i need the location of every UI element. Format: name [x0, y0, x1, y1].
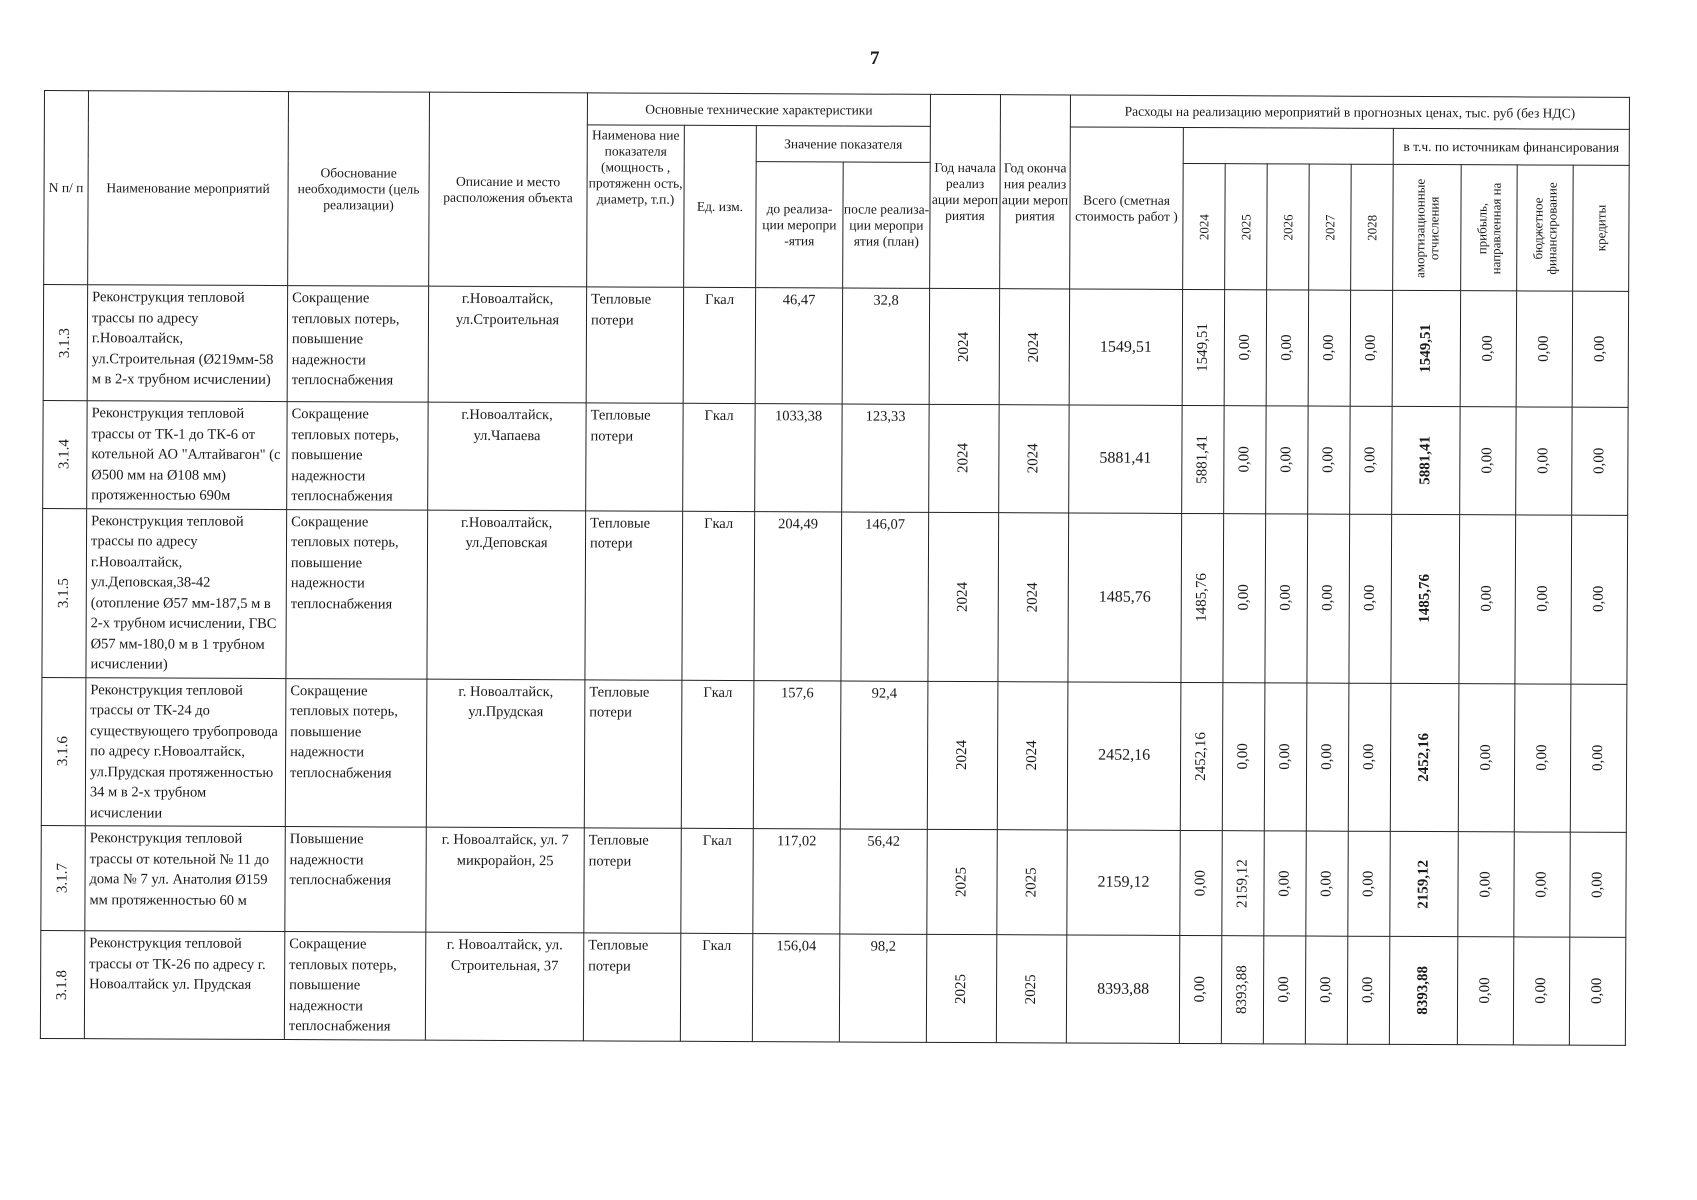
measure-reason: Сокращение тепловых потерь, повышение надежности теплоснабжения [285, 678, 427, 827]
measure-reason: Сокращение тепловых потерь, повышение надежности теплоснабжения [284, 932, 425, 1041]
indicator-name: Тепловые потери [584, 679, 682, 828]
cost-2026: 0,00 [1264, 682, 1307, 831]
row-number: 3.1.7 [41, 825, 85, 930]
measure-location: г. Новоалтайск, ул.Прудская [426, 679, 585, 828]
cost-2024: 2452,16 [1180, 682, 1223, 831]
header-source-profit: прибыль, направленная на [1461, 165, 1518, 291]
header-before: до реализа- ции меропри -ятия [756, 162, 844, 288]
header-source-budget: бюджетное финансирование [1517, 165, 1574, 291]
measure-reason: Сокращение тепловых потерь, повышение надежности теплоснабжения [287, 402, 428, 510]
measure-location: г.Новоалтайск, ул.Чапаева [428, 402, 586, 510]
header-sources: в т.ч. по источникам финансирования [1393, 128, 1629, 165]
cost-2028: 0,00 [1348, 683, 1391, 832]
source-profit: 0,00 [1458, 832, 1514, 937]
value-before: 156,04 [752, 934, 839, 1042]
value-before: 46,47 [755, 288, 843, 404]
header-name: Наименование мероприятий [88, 91, 289, 286]
indicator-name: Тепловые потери [586, 287, 684, 403]
measure-name: Реконструкция тепловой трассы по адресу г.Новоалтайск, ул.Деповская,38-42 (отопление Ø57 мм-187,5 м в 2-х трубном исчислении, ГВС Ø57 мм-180,0 м в 1 трубном исчислении) [86, 508, 287, 678]
cost-2026: 0,00 [1264, 831, 1306, 936]
cost-2028: 0,00 [1348, 831, 1390, 936]
indicator-unit: Гкал [681, 828, 753, 933]
header-source-amort: амортизационные отчисления [1393, 164, 1462, 290]
header-end-year: Год оконча ния реализ ации мероп риятия [1000, 95, 1071, 289]
cost-2025: 0,00 [1222, 682, 1265, 831]
cost-2025: 0,00 [1224, 406, 1266, 514]
indicator-unit: Гкал [681, 680, 754, 829]
header-year-2027: 2027 [1309, 164, 1352, 290]
measure-name: Реконструкция тепловой трассы от котельной № 11 до дома № 7 ул. Анатолия Ø159 мм протяженностью 60 м [85, 826, 285, 932]
source-credit: 0,00 [1570, 684, 1627, 833]
value-after: 56,42 [840, 829, 927, 934]
measure-name: Реконструкция тепловой трассы от ТК-24 до существующего трубопровода по адресу г.Новоалтайск, ул.Прудская протяженностью 34 м в 2-х трубном исчислении [85, 677, 286, 826]
value-before: 1033,38 [755, 404, 842, 512]
header-costs: Расходы на реализацию мероприятий в прогнозных ценах, тыс. руб (без НДС) [1070, 95, 1629, 129]
indicator-unit: Гкал [683, 287, 756, 403]
table-row [41, 825, 1626, 937]
header-start-year: Год начала реализ ации мероп риятия [930, 94, 1001, 288]
measure-location: г.Новоалтайск, ул.Деповская [427, 510, 586, 680]
cost-2027: 0,00 [1305, 936, 1347, 1044]
cost-2028: 0,00 [1350, 406, 1392, 514]
cost-2024: 0,00 [1180, 830, 1222, 935]
table-header [44, 91, 1630, 292]
header-year-2024: 2024 [1183, 163, 1226, 289]
cost-2027: 0,00 [1306, 683, 1349, 832]
value-after: 123,33 [842, 404, 929, 512]
table-row [40, 930, 1625, 1045]
measure-name: Реконструкция тепловой трассы от ТК-26 по адресу г. Новоалтайск ул. Прудская [84, 931, 284, 1040]
source-amort: 1549,51 [1392, 290, 1461, 406]
measure-name: Реконструкция тепловой трассы по адресу г.Новоалтайск, ул.Строительная (Ø219мм-58 м в 2-х трубном исчислении) [87, 285, 288, 402]
source-amort: 5881,41 [1392, 406, 1460, 514]
row-number: 3.1.6 [41, 677, 86, 826]
source-budget: 0,00 [1516, 407, 1572, 515]
start-year: 2024 [927, 681, 998, 830]
value-after: 32,8 [842, 288, 930, 404]
header-num: N п/ п [44, 91, 89, 285]
source-profit: 0,00 [1458, 683, 1515, 832]
cost-2025: 0,00 [1224, 290, 1267, 406]
value-before: 157,6 [753, 680, 841, 829]
source-credit: 0,00 [1570, 832, 1626, 937]
value-after: 92,4 [840, 680, 928, 829]
page-number: 7 [870, 48, 880, 69]
cost-2027: 0,00 [1308, 406, 1350, 514]
start-year: 2024 [929, 288, 1000, 404]
total-cost: 2159,12 [1067, 830, 1180, 935]
total-cost: 2452,16 [1067, 681, 1181, 830]
cost-2024: 0,00 [1179, 935, 1221, 1043]
header-reason: Обоснование необходимости (цель реализации) [288, 92, 430, 287]
indicator-unit: Гкал [680, 933, 752, 1041]
source-profit: 0,00 [1460, 407, 1516, 515]
header-after: после реализа- ции меропри ятия (план) [843, 162, 931, 288]
row-number: 3.1.3 [43, 285, 88, 401]
source-profit: 0,00 [1457, 937, 1513, 1045]
cost-2026: 0,00 [1263, 936, 1305, 1044]
end-year: 2024 [999, 289, 1070, 405]
cost-2025: 8393,88 [1221, 936, 1263, 1044]
indicator-name: Тепловые потери [584, 828, 681, 933]
source-budget: 0,00 [1514, 683, 1571, 832]
source-credit: 0,00 [1572, 291, 1629, 407]
header-tech: Основные технические характеристики [587, 93, 930, 126]
source-credit: 0,00 [1572, 407, 1628, 515]
table-row [42, 508, 1628, 684]
table-body [40, 285, 1628, 1046]
measure-location: г. Новоалтайск, ул. 7 микрорайон, 25 [426, 827, 584, 933]
cost-2024: 1549,51 [1182, 289, 1225, 405]
cost-2027: 0,00 [1306, 831, 1348, 936]
source-profit: 0,00 [1460, 291, 1517, 407]
value-before: 117,02 [753, 829, 840, 934]
measure-name: Реконструкция тепловой трассы от ТК-1 до ТК-6 от котельной АО "Алтайвагон" (с Ø500 мм на Ø108 мм) протяженностью 690м [87, 401, 287, 509]
measure-location: г.Новоалтайск, ул.Строительная [428, 286, 587, 403]
end-year: 2024 [998, 512, 1069, 681]
measure-reason: Сокращение тепловых потерь, повышение надежности теплоснабжения [287, 286, 429, 403]
indicator-name: Тепловые потери [583, 933, 680, 1041]
cost-2027: 0,00 [1307, 514, 1350, 683]
start-year: 2025 [926, 934, 996, 1042]
value-after: 98,2 [839, 934, 926, 1042]
total-cost: 8393,88 [1066, 935, 1179, 1043]
source-amort: 2159,12 [1390, 831, 1458, 936]
total-cost: 5881,41 [1069, 405, 1182, 513]
source-budget: 0,00 [1513, 937, 1569, 1045]
source-amort: 2452,16 [1390, 683, 1459, 832]
header-indicator-value: Значение показателя [756, 126, 930, 163]
end-year: 2024 [999, 405, 1069, 513]
source-profit: 0,00 [1459, 514, 1516, 683]
start-year: 2024 [929, 404, 999, 512]
source-budget: 0,00 [1515, 514, 1572, 683]
source-budget: 0,00 [1514, 832, 1570, 937]
source-amort: 1485,76 [1391, 514, 1460, 683]
source-amort: 8393,88 [1389, 936, 1457, 1044]
table-row [41, 677, 1627, 832]
start-year: 2025 [927, 829, 997, 934]
header-unit: Ед. изм. [684, 125, 757, 287]
cost-2028: 0,00 [1349, 514, 1392, 683]
indicator-unit: Гкал [682, 511, 755, 680]
header-year-2028: 2028 [1351, 164, 1394, 290]
cost-2026: 0,00 [1266, 406, 1308, 514]
header-year-2026: 2026 [1267, 164, 1310, 290]
cost-2024: 1485,76 [1181, 513, 1224, 682]
row-number: 3.1.8 [40, 930, 84, 1038]
cost-2028: 0,00 [1347, 936, 1389, 1044]
end-year: 2025 [997, 830, 1067, 935]
value-before: 204,49 [754, 511, 842, 680]
header-year-2025: 2025 [1225, 164, 1268, 290]
measure-location: г. Новоалтайск, ул. Строительная, 37 [425, 932, 583, 1041]
cost-2025: 2159,12 [1222, 831, 1264, 936]
start-year: 2024 [928, 512, 999, 681]
end-year: 2025 [996, 935, 1066, 1043]
cost-2026: 0,00 [1265, 513, 1308, 682]
table-row [43, 400, 1628, 514]
header-total: Всего (сметная стоимость работ ) [1070, 127, 1184, 289]
total-cost: 1485,76 [1068, 512, 1182, 681]
row-number: 3.1.5 [42, 508, 87, 677]
cost-2024: 5881,41 [1182, 405, 1224, 513]
cost-2025: 0,00 [1223, 513, 1266, 682]
row-number: 3.1.4 [43, 400, 87, 508]
header-years-blank [1183, 127, 1393, 164]
total-cost: 1549,51 [1069, 289, 1183, 405]
measures-table [40, 90, 1630, 1046]
source-credit: 0,00 [1569, 937, 1625, 1045]
indicator-name: Тепловые потери [586, 403, 683, 511]
measure-reason: Повышение надежности теплоснабжения [285, 827, 426, 933]
value-after: 146,07 [841, 511, 929, 680]
header-indicator-name: Наименова ние показателя (мощность , протяженн ость, диаметр, т.п.) [587, 125, 685, 287]
cost-2028: 0,00 [1350, 290, 1393, 406]
table-row [43, 285, 1628, 408]
measure-reason: Сокращение тепловых потерь, повышение надежности теплоснабжения [286, 509, 428, 679]
cost-2026: 0,00 [1266, 290, 1309, 406]
end-year: 2024 [997, 681, 1068, 830]
indicator-unit: Гкал [683, 403, 755, 511]
header-location: Описание и место расположения объекта [429, 92, 588, 287]
source-budget: 0,00 [1516, 291, 1573, 407]
indicator-name: Тепловые потери [585, 510, 683, 679]
header-source-credit: кредиты [1573, 165, 1630, 291]
cost-2027: 0,00 [1308, 290, 1351, 406]
source-credit: 0,00 [1571, 515, 1628, 684]
